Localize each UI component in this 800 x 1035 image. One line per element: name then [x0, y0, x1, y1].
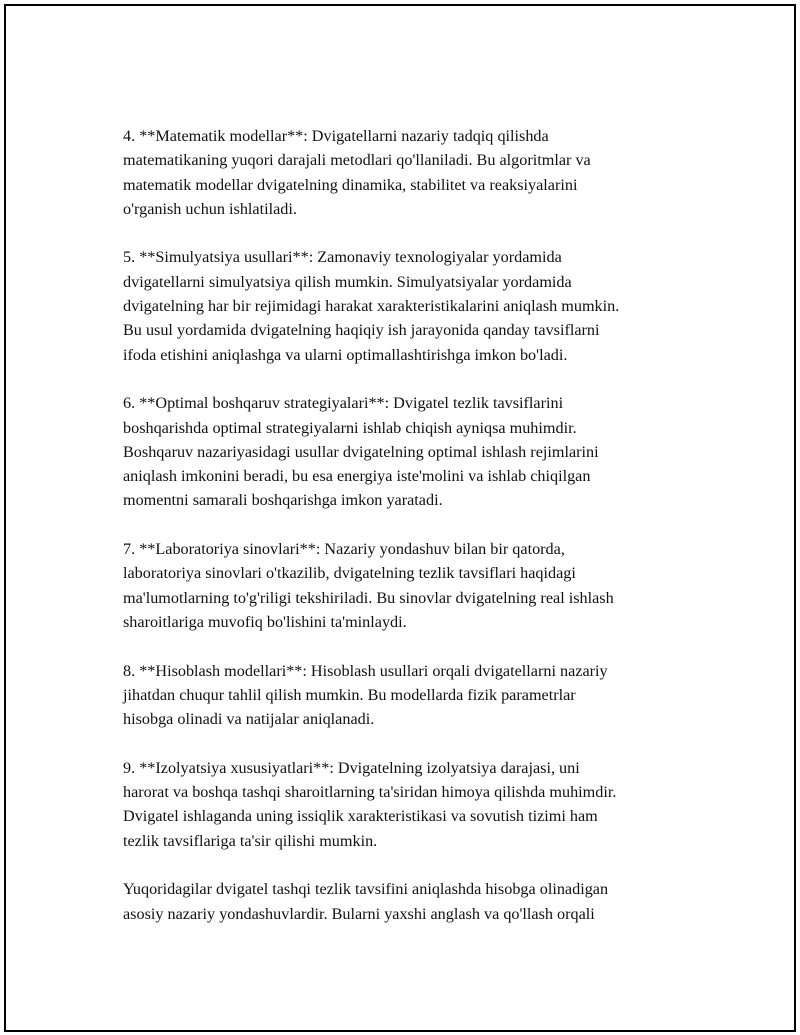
text-line: 7. **Laboratoriya sinovlari**: Nazariy yondashuv bilan bir qatorda, [123, 540, 565, 559]
text-line: Boshqaruv nazariyasidagi usullar dvigatelning optimal ishlash rejimlarini [123, 442, 599, 461]
text-line: jihatdan chuqur tahlil qilish mumkin. Bu modellarda fizik parametrlar [123, 685, 576, 704]
text-line: Bu usul yordamida dvigatelning haqiqiy ish jarayonida qanday tavsiflarni [123, 321, 600, 340]
paragraph-laboratoriya-sinovlari [123, 537, 703, 634]
text-line: laboratoriya sinovlari o'tkazilib, dvigatelning tezlik tavsiflari haqidagi [123, 564, 576, 583]
text-line: o'rganish uchun ishlatiladi. [123, 199, 297, 218]
paragraph-hisoblash-modellari [123, 659, 703, 732]
text-line: boshqarishda optimal strategiyalarni ishlab chiqish ayniqsa muhimdir. [123, 418, 577, 437]
text-line: dvigatelning har bir rejimidagi harakat xarakteristikalarini aniqlash mumkin. [123, 297, 620, 316]
paragraph-izolyatsiya-xususiyatlari [123, 756, 703, 853]
text-line: 5. **Simulyatsiya usullari**: Zamonaviy texnologiyalar yordamida [123, 248, 562, 267]
document-body [123, 124, 703, 950]
text-line: 9. **Izolyatsiya xususiyatlari**: Dvigatelning izolyatsiya darajasi, uni [123, 758, 580, 777]
text-line: asosiy nazariy yondashuvlardir. Bularni yaxshi anglash va qo'llash orqali [123, 904, 595, 923]
text-line: 4. **Matematik modellar**: Dvigatellarni nazariy tadqiq qilishda [123, 127, 549, 145]
text-line: hisobga olinadi va natijalar aniqlanadi. [123, 710, 375, 729]
text-line: 6. **Optimal boshqaruv strategiyalari**: Dvigatel tezlik tavsiflarini [123, 394, 564, 413]
text-line: ma'lumotlarning to'g'riligi tekshiriladi. Bu sinovlar dvigatelning real ishlash [123, 588, 614, 607]
paragraph-optimal-boshqaruv [123, 391, 703, 512]
paragraph-simulyatsiya-usullari [123, 245, 703, 366]
text-line: harorat va boshqa tashqi sharoitlarning ta'siridan himoya qilishda muhimdir. [123, 783, 617, 802]
text-line: Dvigatel ishlaganda uning issiqlik xarakteristikasi va sovutish tizimi ham [123, 807, 598, 826]
text-line: sharoitlariga muvofiq bo'lishini ta'minlaydi. [123, 612, 407, 631]
text-line: 8. **Hisoblash modellari**: Hisoblash usullari orqali dvigatellarni nazariy [123, 661, 608, 680]
text-line: matematik modellar dvigatelning dinamika, stabilitet va reaksiyalarini [123, 175, 578, 194]
text-line: Yuqoridagilar dvigatel tashqi tezlik tavsifini aniqlashda hisobga olinadigan [123, 880, 609, 899]
text-line: matematikaning yuqori darajali metodlari qo'llaniladi. Bu algoritmlar va [123, 151, 591, 170]
paragraph-matematik-modellar [123, 124, 703, 221]
text-line: ifoda etishini aniqlashga va ularni optimallashtirishga imkon bo'ladi. [123, 345, 568, 364]
text-line: momentni samarali boshqarishga imkon yaratadi. [123, 491, 443, 510]
text-line: dvigatellarni simulyatsiya qilish mumkin. Simulyatsiyalar yordamida [123, 272, 572, 291]
paragraph-conclusion [123, 877, 703, 926]
page-frame [4, 4, 796, 1032]
text-line: aniqlash imkonini beradi, bu esa energiya iste'molini va ishlab chiqilgan [123, 467, 591, 486]
text-line: tezlik tavsiflariga ta'sir qilishi mumkin. [123, 831, 378, 850]
